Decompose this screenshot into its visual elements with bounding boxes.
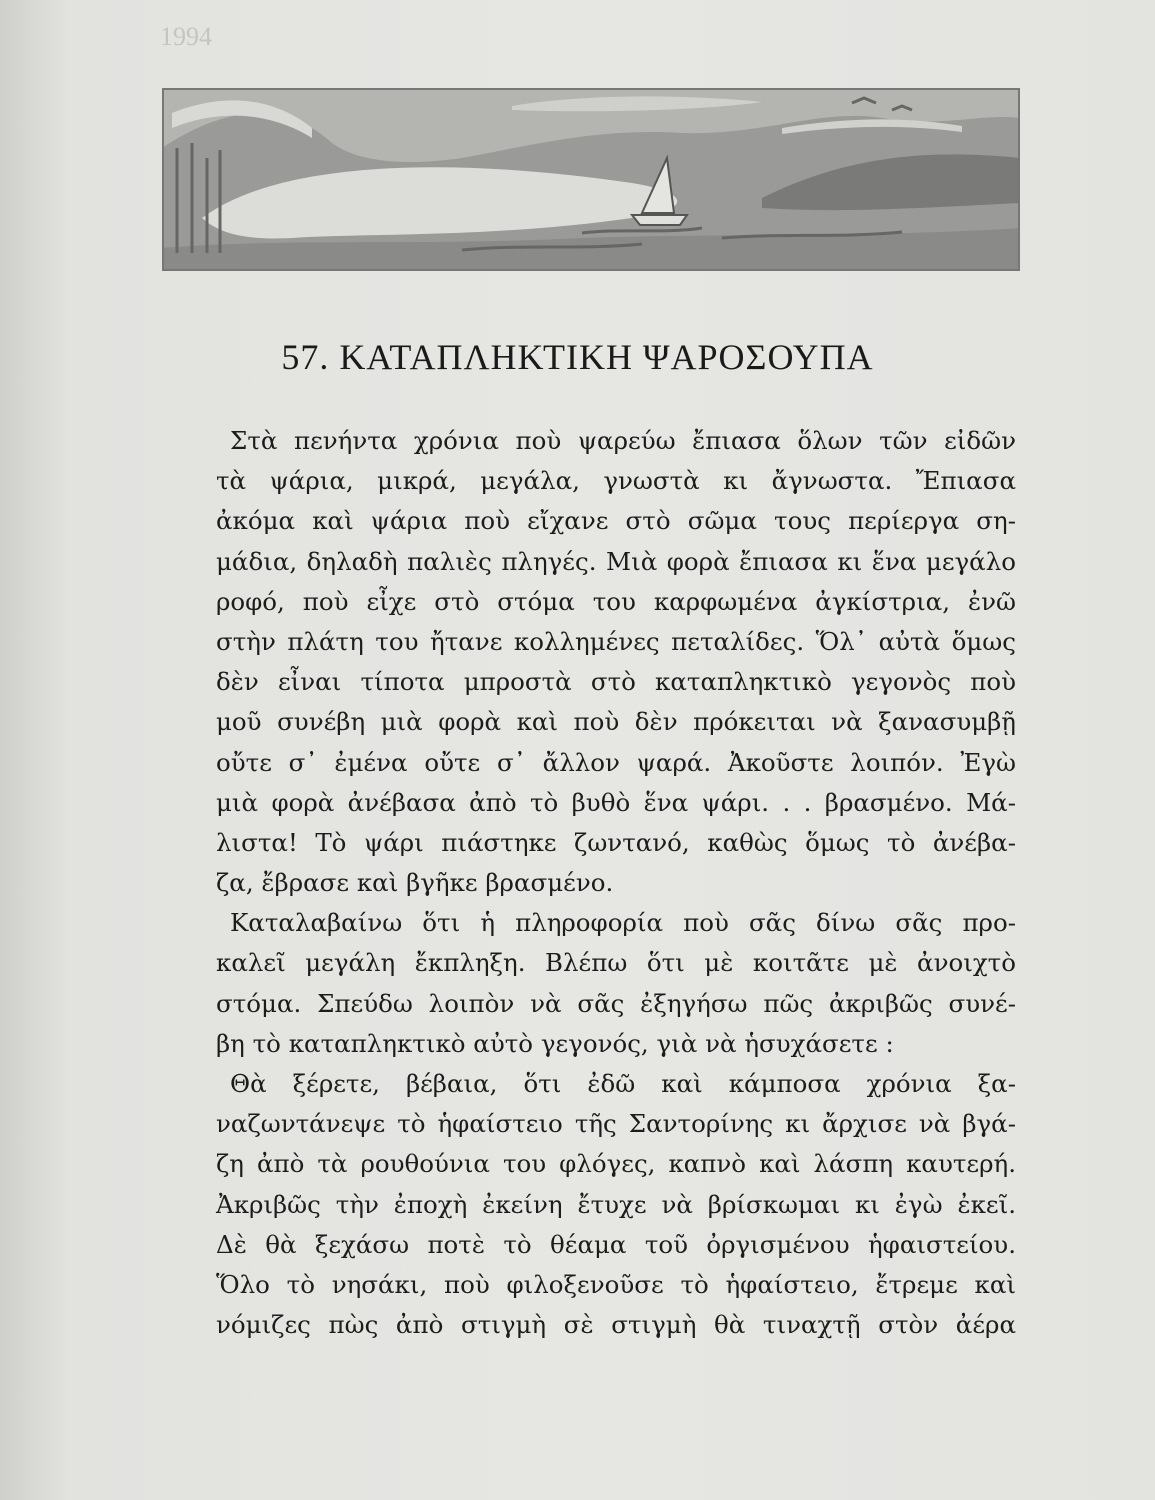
text-line: μιὰ φορὰ ἀνέβασα ἀπὸ τὸ βυθὸ ἕνα ψάρι. . . βρασμένο. Μά- [216,787,1016,817]
text-line: ναζωντάνεψε τὸ ἡφαίστειο τῆς Σαντορίνης κι ἄρχισε νὰ βγά- [216,1109,1016,1139]
woodcut-seascape-illustration [162,88,1020,271]
text-line: καλεῖ μεγάλη ἔκπληξη. Βλέπω ὅτι μὲ κοιτᾶτε μὲ ἀνοιχτὸ [216,948,1016,978]
text-line: στόμα. Σπεύδω λοιπὸν νὰ σᾶς ἐξηγήσω πῶς ἀκριβῶς συνέ- [216,988,1016,1018]
chapter-title: 57. ΚΑΤΑΠΛΗΚΤΙΚΗ ΨΑΡΟΣΟΥΠΑ [281,337,874,377]
text-line: δὲν εἶναι τίποτα μπροστὰ στὸ καταπληκτικὸ γεγονὸς ποὺ [216,667,1016,697]
text-line: λιστα! Τὸ ψάρι πιάστηκε ζωντανό, καθὼς ὅμως τὸ ἀνέβα- [216,827,1016,857]
text-line: μοῦ συνέβη μιὰ φορὰ καὶ ποὺ δὲν πρόκειται νὰ ξανασυμβῇ [216,707,1016,737]
text-line: ἀκόμα καὶ ψάρια ποὺ εἴχανε στὸ σῶμα τους περίεργα ση- [216,506,1016,536]
text-line: στὴν πλάτη του ἤτανε κολλημένες πεταλίδες. Ὅλ᾽ αὐτὰ ὅμως [216,626,1016,656]
text-line: Καταλαβαίνω ὅτι ἡ πληροφορία ποὺ σᾶς δίνω σᾶς προ- [230,908,1016,938]
text-line: μάδια, δηλαδὴ παλιὲς πληγές. Μιὰ φορὰ ἔπιασα κι ἕνα μεγάλο [216,546,1016,576]
text-line: οὔτε σ᾽ ἐμένα οὔτε σ᾽ ἄλλον ψαρά. Ἀκοῦστε λοιπόν. Ἐγὼ [216,747,1016,777]
text-line: Δὲ θὰ ξεχάσω ποτὲ τὸ θέαμα τοῦ ὀργισμένου ἡφαιστείου. [216,1229,1016,1259]
bleed-through-page-number: 1994 [160,22,212,51]
text-line: ζα, ἔβρασε καὶ βγῆκε βρασμένο. [216,868,614,898]
text-line: ζη ἀπὸ τὰ ρουθούνια του φλόγες, καπνὸ καὶ λάσπη καυτερή. [216,1149,1016,1179]
body-text [216,421,1016,1345]
text-line: νόμιζες πὼς ἀπὸ στιγμὴ σὲ στιγμὴ θὰ τιναχτῇ στὸν ἀέρα [216,1310,1016,1340]
text-line: ροφό, ποὺ εἶχε στὸ στόμα του καρφωμένα ἀγκίστρια, ἐνῶ [216,586,1016,616]
text-line: Θὰ ξέρετε, βέβαια, ὅτι ἐδῶ καὶ κάμποσα χρόνια ξα- [230,1069,1016,1098]
text-line: Στὰ πενήντα χρόνια ποὺ ψαρεύω ἔπιασα ὅλων τῶν εἰδῶν [230,426,1016,455]
text-line: βη τὸ καταπληκτικὸ αὐτὸ γεγονός, γιὰ νὰ ἡσυχάσετε : [216,1028,894,1058]
text-line: τὰ ψάρια, μικρά, μεγάλα, γνωστὰ κι ἄγνωστα. Ἔπιασα [216,466,1016,496]
text-line: Ὅλο τὸ νησάκι, ποὺ φιλοξενοῦσε τὸ ἡφαίστειο, ἔτρεμε καὶ [216,1269,1016,1299]
text-line: Ἀκριβῶς τὴν ἐποχὴ ἐκείνη ἔτυχε νὰ βρίσκωμαι κι ἐγὼ ἐκεῖ. [216,1189,1016,1219]
